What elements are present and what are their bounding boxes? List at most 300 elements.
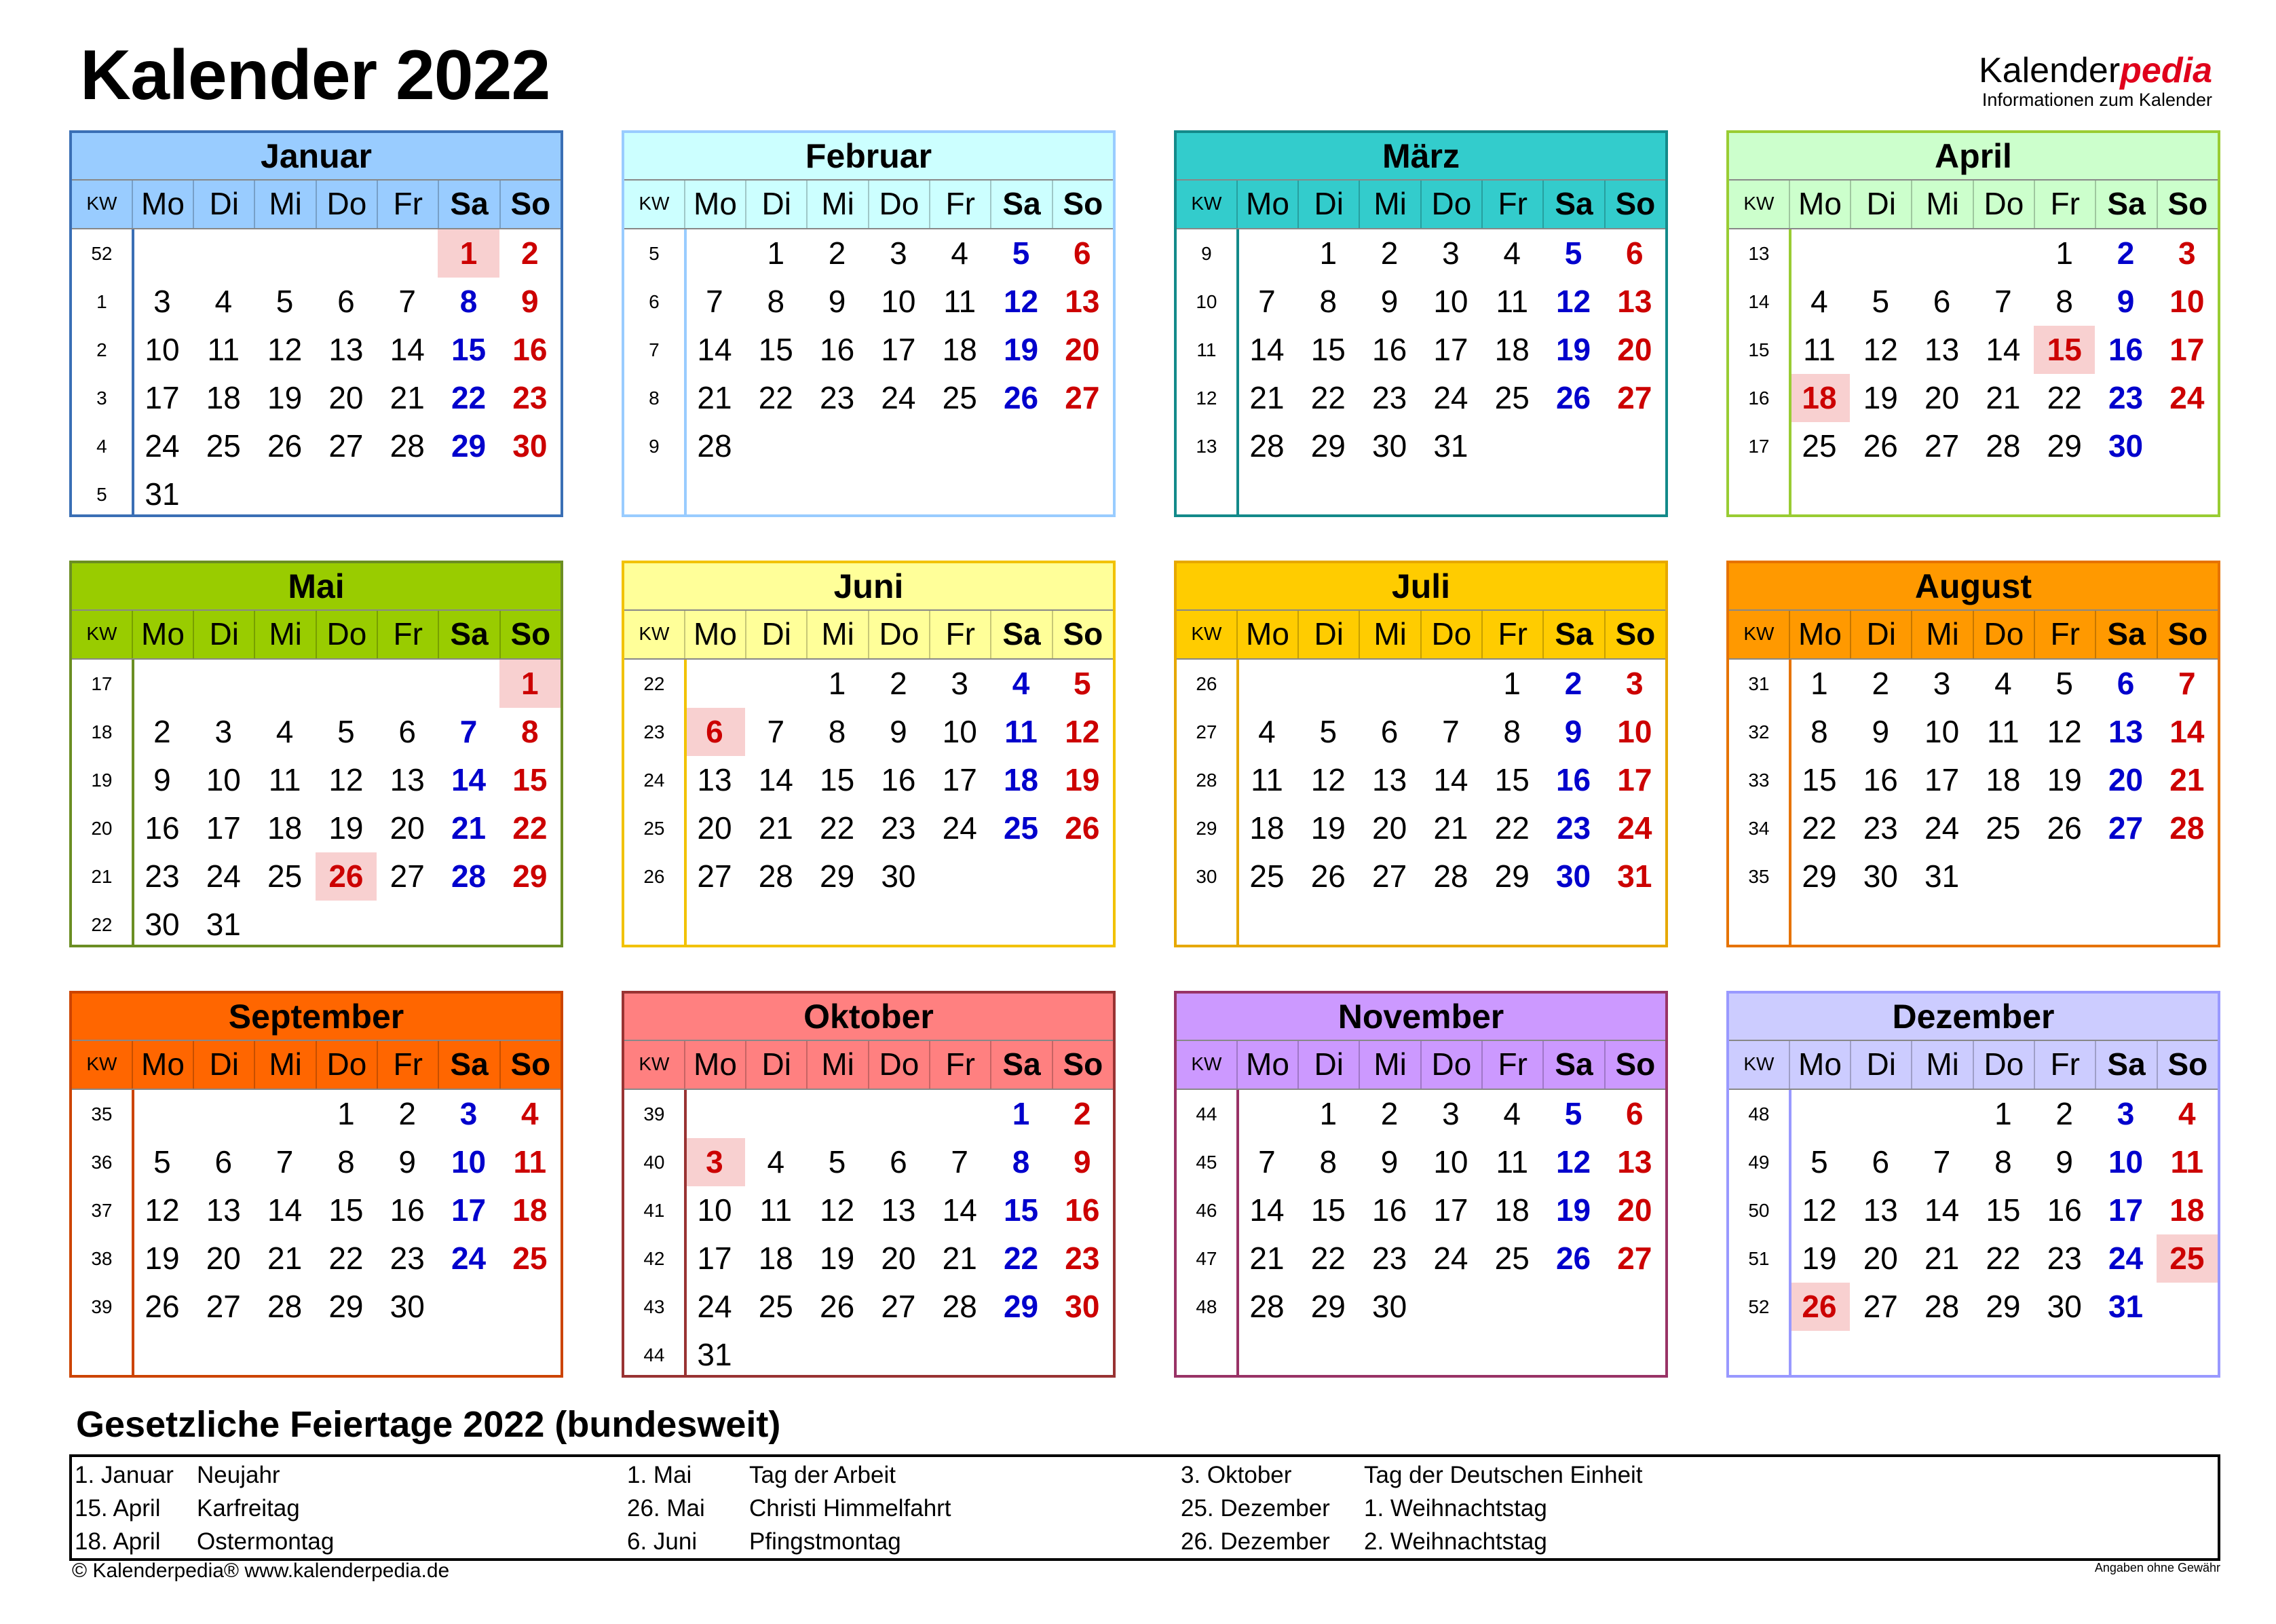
week-row — [624, 708, 1113, 756]
day-cell: 27 — [2108, 810, 2144, 846]
weekday-header — [1177, 611, 1665, 660]
day-cell: 18 — [267, 810, 303, 846]
week-row — [1177, 1090, 1665, 1138]
brand-logo[interactable] — [1764, 52, 2212, 110]
week-row — [1729, 708, 2218, 756]
day-cell: 7 — [1258, 284, 1276, 319]
holidays-table — [69, 1454, 2220, 1561]
week-number: 34 — [1748, 818, 1770, 839]
day-cell: 1 — [828, 666, 846, 701]
month-name: Juli — [1177, 563, 1665, 611]
day-cell: 12 — [1802, 1192, 1837, 1228]
week-row — [72, 756, 561, 804]
day-cell: 29 — [2047, 428, 2082, 464]
day-cell: 29 — [512, 858, 548, 894]
week-row — [1177, 1186, 1665, 1234]
day-cell: 30 — [1372, 1289, 1407, 1324]
week-number: 52 — [91, 243, 113, 264]
day-cell: 7 — [767, 714, 785, 749]
day-cell: 20 — [1617, 332, 1652, 367]
empty-day-cell — [806, 1331, 867, 1379]
holiday-day-cell: 6 — [684, 708, 745, 756]
weekday-label: Mi — [806, 611, 867, 658]
weekday-label: So — [499, 1041, 561, 1089]
day-cell: 31 — [1433, 428, 1468, 464]
weekday-label: Mi — [1911, 181, 1972, 228]
empty-day-cell — [193, 660, 254, 708]
day-cell: 19 — [1310, 810, 1346, 846]
day-cell: 9 — [828, 284, 846, 319]
day-cell: 10 — [1617, 714, 1652, 749]
day-cell: 5 — [337, 714, 355, 749]
month-days — [624, 1090, 1113, 1378]
day-cell: 2 — [521, 235, 539, 271]
day-cell: 7 — [1994, 284, 2012, 319]
empty-day-cell — [1542, 422, 1604, 470]
day-cell: 18 — [1986, 762, 2021, 797]
week-row — [624, 1186, 1113, 1234]
week-number: 21 — [91, 866, 113, 887]
empty-day-cell — [499, 470, 561, 518]
day-cell: 8 — [1012, 1144, 1030, 1179]
day-cell: 17 — [881, 332, 916, 367]
weekday-label: Mi — [254, 611, 315, 658]
day-cell: 11 — [268, 762, 301, 797]
day-cell: 18 — [1249, 810, 1285, 846]
day-cell: 31 — [2108, 1289, 2144, 1324]
month-days — [72, 229, 561, 517]
day-cell: 2 — [153, 714, 171, 749]
week-row — [624, 804, 1113, 852]
day-cell: 20 — [1863, 1241, 1898, 1276]
day-cell: 20 — [1372, 810, 1407, 846]
day-cell: 7 — [1258, 1144, 1276, 1179]
week-number: 38 — [91, 1248, 113, 1269]
month-card — [69, 561, 563, 947]
day-cell: 13 — [206, 1192, 241, 1228]
weekday-label: Do — [1420, 181, 1481, 228]
day-cell: 6 — [1626, 1096, 1644, 1131]
empty-day-cell — [438, 1283, 499, 1331]
week-number: 2 — [96, 339, 107, 360]
week-number: 23 — [643, 721, 665, 742]
week-row — [72, 852, 561, 901]
empty-day-cell — [1297, 660, 1359, 708]
day-cell: 17 — [145, 380, 180, 415]
weekday-label: Fr — [377, 1041, 438, 1089]
holiday-day-cell: 26 — [1789, 1283, 1850, 1331]
weekday-label: Sa — [990, 611, 1051, 658]
week-row — [1729, 1234, 2218, 1283]
day-cell: 22 — [1310, 1241, 1346, 1276]
week-row — [1177, 374, 1665, 422]
day-cell: 8 — [767, 284, 785, 319]
kw-header: KW — [639, 193, 670, 214]
month-card — [1174, 991, 1668, 1378]
holiday-name: Neujahr — [197, 1462, 280, 1488]
weekday-label: So — [1052, 181, 1113, 228]
weekday-label: Mo — [684, 181, 745, 228]
week-number: 48 — [1196, 1296, 1217, 1317]
weekday-label: Do — [316, 181, 377, 228]
kw-header: KW — [1743, 1053, 1775, 1074]
weekday-label: Fr — [929, 1041, 990, 1089]
day-cell: 24 — [1433, 1241, 1468, 1276]
empty-day-cell — [1850, 1090, 1911, 1138]
empty-day-cell — [1789, 229, 1850, 278]
day-cell: 23 — [2108, 380, 2144, 415]
day-cell: 17 — [1617, 762, 1652, 797]
weekday-label: Mi — [1911, 611, 1972, 658]
day-cell: 12 — [2047, 714, 2082, 749]
month-card — [1174, 130, 1668, 517]
day-cell: 18 — [206, 380, 241, 415]
holiday-row — [72, 1492, 334, 1525]
empty-day-cell — [1420, 1283, 1481, 1331]
empty-day-cell — [254, 470, 315, 518]
week-number: 6 — [649, 291, 660, 312]
weekday-label: Do — [1420, 611, 1481, 658]
weekday-label: Sa — [1542, 1041, 1604, 1089]
week-number: 10 — [1196, 291, 1217, 312]
kw-header: KW — [86, 193, 117, 214]
week-row — [624, 422, 1113, 470]
day-cell: 20 — [881, 1241, 916, 1276]
day-cell: 1 — [767, 235, 785, 271]
day-cell: 1 — [1319, 1096, 1338, 1131]
empty-day-cell — [377, 901, 438, 949]
day-cell: 16 — [2047, 1192, 2082, 1228]
day-cell: 5 — [276, 284, 294, 319]
weekday-label: Di — [1850, 181, 1911, 228]
day-cell: 20 — [1065, 332, 1100, 367]
day-cell: 21 — [1924, 1241, 1960, 1276]
empty-day-cell — [132, 660, 193, 708]
day-cell: 21 — [451, 810, 487, 846]
day-cell: 27 — [1617, 380, 1652, 415]
day-cell: 12 — [145, 1192, 180, 1228]
empty-day-cell — [132, 1090, 193, 1138]
day-cell: 18 — [1494, 332, 1530, 367]
day-cell: 15 — [451, 332, 487, 367]
week-row — [1729, 756, 2218, 804]
week-row — [72, 229, 561, 278]
day-cell: 5 — [1319, 714, 1338, 749]
day-cell: 30 — [2108, 428, 2144, 464]
day-cell: 3 — [2178, 235, 2196, 271]
weekday-label: Mi — [1359, 1041, 1420, 1089]
weekday-label: Sa — [2095, 611, 2156, 658]
week-row — [72, 422, 561, 470]
week-row — [624, 229, 1113, 278]
day-cell: 26 — [820, 1289, 855, 1324]
weekday-label: Fr — [1481, 1041, 1542, 1089]
week-number: 11 — [1196, 339, 1217, 360]
kw-header: KW — [86, 623, 117, 644]
day-cell: 28 — [451, 858, 487, 894]
day-cell: 14 — [2169, 714, 2205, 749]
holiday-day-cell: 26 — [316, 852, 377, 901]
day-cell: 19 — [820, 1241, 855, 1276]
day-cell: 22 — [2047, 380, 2082, 415]
weekday-header — [1729, 181, 2218, 229]
day-cell: 10 — [451, 1144, 487, 1179]
week-number: 49 — [1748, 1152, 1770, 1173]
empty-day-cell — [868, 422, 929, 470]
holiday-row — [72, 1525, 334, 1558]
weekday-label: So — [2157, 611, 2218, 658]
day-cell: 9 — [1380, 284, 1399, 319]
day-cell: 14 — [390, 332, 425, 367]
week-row — [624, 1234, 1113, 1283]
month-card — [1726, 991, 2220, 1378]
day-cell: 25 — [1494, 380, 1530, 415]
day-cell: 14 — [1249, 332, 1285, 367]
brand-name — [1764, 52, 2212, 90]
day-cell: 31 — [1617, 858, 1652, 894]
day-cell: 6 — [890, 1144, 907, 1179]
day-cell: 26 — [145, 1289, 180, 1324]
day-cell: 21 — [1433, 810, 1468, 846]
day-cell: 1 — [1810, 666, 1828, 701]
day-cell: 4 — [1503, 1096, 1521, 1131]
day-cell: 18 — [2169, 1192, 2205, 1228]
day-cell: 26 — [1065, 810, 1100, 846]
day-cell: 10 — [206, 762, 241, 797]
day-cell: 27 — [1372, 858, 1407, 894]
empty-day-cell — [868, 1090, 929, 1138]
empty-day-cell — [2095, 852, 2156, 901]
day-cell: 25 — [1986, 810, 2021, 846]
week-number: 13 — [1748, 243, 1770, 264]
month-name: Dezember — [1729, 994, 2218, 1041]
week-number: 51 — [1748, 1248, 1770, 1269]
kw-header: KW — [1743, 193, 1775, 214]
empty-day-cell — [868, 1331, 929, 1379]
day-cell: 7 — [951, 1144, 969, 1179]
weekday-label: Do — [868, 1041, 929, 1089]
week-number: 19 — [91, 770, 113, 791]
day-cell: 21 — [758, 810, 793, 846]
day-cell: 13 — [328, 332, 364, 367]
day-cell: 17 — [451, 1192, 487, 1228]
day-cell: 29 — [1494, 858, 1530, 894]
holiday-name: 1. Weihnachtstag — [1364, 1495, 1547, 1522]
day-cell: 17 — [2169, 332, 2205, 367]
empty-day-cell — [1789, 1090, 1850, 1138]
empty-day-cell — [745, 1331, 806, 1379]
weekday-label: Fr — [2034, 181, 2095, 228]
day-cell: 22 — [1802, 810, 1837, 846]
empty-day-cell — [2157, 422, 2218, 470]
holiday-day-cell: 15 — [2034, 326, 2095, 374]
empty-day-cell — [2157, 1283, 2218, 1331]
empty-day-cell — [990, 852, 1051, 901]
day-cell: 14 — [942, 1192, 977, 1228]
day-cell: 1 — [1994, 1096, 2012, 1131]
day-cell: 24 — [697, 1289, 732, 1324]
day-cell: 17 — [942, 762, 977, 797]
week-number: 5 — [649, 243, 660, 264]
empty-day-cell — [1604, 1283, 1665, 1331]
week-row — [1177, 708, 1665, 756]
day-cell: 28 — [1249, 1289, 1285, 1324]
day-cell: 8 — [1319, 1144, 1338, 1179]
holiday-date: 3. Oktober — [1181, 1462, 1292, 1488]
day-cell: 26 — [1555, 1241, 1591, 1276]
week-number: 26 — [643, 866, 665, 887]
kw-divider — [1236, 1090, 1239, 1378]
day-cell: 31 — [697, 1337, 732, 1372]
empty-day-cell — [499, 901, 561, 949]
day-cell: 9 — [398, 1144, 417, 1179]
day-cell: 24 — [881, 380, 916, 415]
week-number: 39 — [643, 1103, 665, 1125]
weekday-label: Do — [1973, 181, 2034, 228]
week-number: 50 — [1748, 1200, 1770, 1221]
month-days — [1729, 660, 2218, 947]
day-cell: 4 — [521, 1096, 539, 1131]
weekday-label: Di — [745, 181, 806, 228]
week-row — [72, 708, 561, 756]
weekday-label: Fr — [2034, 611, 2095, 658]
day-cell: 28 — [1433, 858, 1468, 894]
day-cell: 7 — [1933, 1144, 1951, 1179]
week-number: 5 — [96, 484, 107, 505]
brand-name-plain: Kalender — [1979, 51, 2121, 90]
holiday-name: Christi Himmelfahrt — [749, 1495, 951, 1522]
day-cell: 24 — [451, 1241, 487, 1276]
holiday-row — [1178, 1525, 1643, 1558]
weekday-label: So — [1052, 1041, 1113, 1089]
day-cell: 4 — [1994, 666, 2012, 701]
day-cell: 24 — [145, 428, 180, 464]
holiday-date: 1. Januar — [75, 1462, 174, 1488]
empty-day-cell — [499, 1283, 561, 1331]
week-row — [1177, 229, 1665, 278]
week-row — [624, 1138, 1113, 1186]
brand-name-accent: pedia — [2120, 51, 2212, 90]
month-card — [622, 130, 1116, 517]
day-cell: 6 — [1872, 1144, 1890, 1179]
holiday-row — [624, 1458, 951, 1492]
day-cell: 24 — [206, 858, 241, 894]
day-cell: 15 — [512, 762, 548, 797]
week-number: 45 — [1196, 1152, 1217, 1173]
empty-day-cell — [438, 901, 499, 949]
day-cell: 4 — [1503, 235, 1521, 271]
month-name: Mai — [72, 563, 561, 611]
day-cell: 3 — [459, 1096, 478, 1131]
week-row — [72, 326, 561, 374]
empty-day-cell — [1973, 229, 2034, 278]
day-cell: 19 — [1863, 380, 1898, 415]
weekday-label: Sa — [438, 181, 499, 228]
day-cell: 30 — [1372, 428, 1407, 464]
day-cell: 18 — [942, 332, 977, 367]
week-number: 43 — [643, 1296, 665, 1317]
day-cell: 13 — [390, 762, 425, 797]
weekday-label: Do — [1973, 611, 2034, 658]
day-cell: 27 — [328, 428, 364, 464]
weekday-label: Do — [868, 611, 929, 658]
day-cell: 19 — [1802, 1241, 1837, 1276]
month-card — [69, 991, 563, 1378]
day-cell: 2 — [2055, 1096, 2074, 1131]
holiday-day-cell: 1 — [499, 660, 561, 708]
empty-day-cell — [377, 660, 438, 708]
day-cell: 19 — [1555, 1192, 1591, 1228]
day-cell: 15 — [1310, 332, 1346, 367]
day-cell: 14 — [758, 762, 793, 797]
day-cell: 4 — [1810, 284, 1828, 319]
weekday-label: So — [499, 611, 561, 658]
day-cell: 10 — [881, 284, 916, 319]
day-cell: 11 — [759, 1192, 793, 1228]
month-days — [624, 229, 1113, 517]
empty-day-cell — [254, 1090, 315, 1138]
day-cell: 30 — [1863, 858, 1898, 894]
weekday-header — [1177, 181, 1665, 229]
weekday-label: Mi — [254, 1041, 315, 1089]
day-cell: 9 — [2117, 284, 2135, 319]
weekday-label: Sa — [2095, 1041, 2156, 1089]
month-card — [1726, 130, 2220, 517]
day-cell: 16 — [1065, 1192, 1100, 1228]
week-row — [1177, 756, 1665, 804]
day-cell: 28 — [1986, 428, 2021, 464]
day-cell: 28 — [697, 428, 732, 464]
day-cell: 9 — [1380, 1144, 1399, 1179]
weekday-label: Do — [316, 1041, 377, 1089]
week-row — [72, 1234, 561, 1283]
empty-day-cell — [316, 229, 377, 278]
month-card — [1174, 561, 1668, 947]
week-row — [1177, 1138, 1665, 1186]
brand-subtitle: Informationen zum Kalender — [1981, 90, 2212, 110]
day-cell: 5 — [1074, 666, 1091, 701]
weekday-label: Di — [193, 181, 254, 228]
week-row — [1729, 1138, 2218, 1186]
day-cell: 21 — [390, 380, 425, 415]
day-cell: 30 — [1065, 1289, 1100, 1324]
holiday-row — [624, 1492, 951, 1525]
day-cell: 13 — [1617, 1144, 1652, 1179]
empty-day-cell — [377, 229, 438, 278]
day-cell: 15 — [820, 762, 855, 797]
weekday-label: Do — [316, 611, 377, 658]
day-cell: 20 — [206, 1241, 241, 1276]
empty-day-cell — [1236, 660, 1297, 708]
week-row — [624, 1283, 1113, 1331]
day-cell: 30 — [145, 907, 180, 942]
day-cell: 5 — [153, 1144, 171, 1179]
week-number: 3 — [96, 388, 107, 409]
day-cell: 13 — [1617, 284, 1652, 319]
weekday-label: Fr — [1481, 611, 1542, 658]
day-cell: 9 — [1564, 714, 1582, 749]
day-cell: 29 — [820, 858, 855, 894]
day-cell: 29 — [1310, 428, 1346, 464]
day-cell: 31 — [1924, 858, 1960, 894]
empty-day-cell — [1542, 1283, 1604, 1331]
day-cell: 4 — [1258, 714, 1276, 749]
day-cell: 4 — [276, 714, 294, 749]
day-cell: 5 — [1810, 1144, 1828, 1179]
day-cell: 20 — [697, 810, 732, 846]
week-number: 42 — [643, 1248, 665, 1269]
day-cell: 23 — [1372, 380, 1407, 415]
